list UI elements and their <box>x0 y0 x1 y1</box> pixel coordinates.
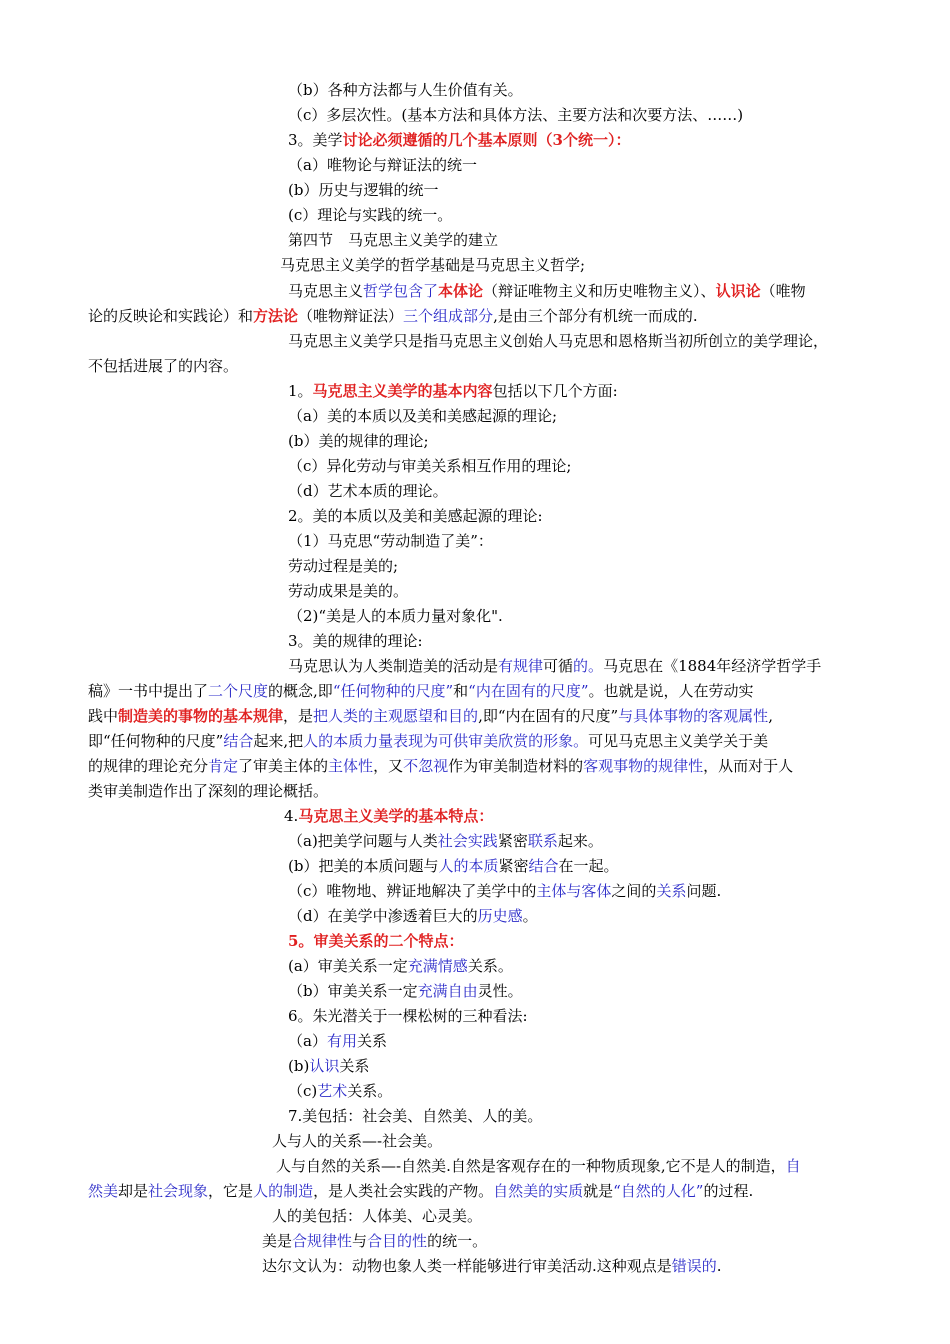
text-line <box>288 1106 542 1126</box>
line-text: 2。美的本质以及美和美感起源的理论: <box>288 507 543 525</box>
highlight-blue-text: 认识 <box>309 1057 340 1075</box>
line-text: （唯物辩证法） <box>298 307 404 325</box>
line-text: (b）美的规律的理论; <box>288 432 429 450</box>
text-line <box>288 205 452 225</box>
highlight-red-text: 讨论必须遵循的几个基本原则（3个统一）： <box>342 131 631 149</box>
highlight-red-text: 制造美的事物的基本规律 <box>118 707 284 725</box>
line-text: ，是人类社会实践的产物。 <box>313 1182 494 1200</box>
line-text: 即“任何物种的尺度” <box>88 732 224 750</box>
text-line <box>288 105 743 125</box>
highlight-blue-text: 结合 <box>223 732 254 750</box>
highlight-blue-text: 与具体事物的客观属性 <box>618 707 769 725</box>
highlight-red-text: 马克思主义美学的基本特点： <box>298 807 494 825</box>
line-text: ，它是 <box>208 1182 254 1200</box>
highlight-blue-text: 人的制造 <box>253 1182 314 1200</box>
text-line <box>288 331 828 351</box>
text-line <box>288 230 498 250</box>
highlight-blue-text: 艺术 <box>317 1082 348 1100</box>
text-line <box>272 1206 482 1226</box>
text-line <box>288 1031 387 1051</box>
line-text: 却是 <box>118 1182 149 1200</box>
line-text: ,即“内在固有的尺度” <box>478 707 619 725</box>
text-line <box>288 906 538 926</box>
line-text: 关系 <box>339 1057 370 1075</box>
highlight-red-text: 马克思主义美学的基本内容 <box>312 382 493 400</box>
highlight-blue-text: 哲学包含了 <box>363 282 439 300</box>
line-text: 之间的 <box>611 882 657 900</box>
line-text: （c）多层次性。(基本方法和具体方法、主要方法和次要方法、……) <box>288 106 744 124</box>
highlight-red-text: 本体论 <box>438 282 484 300</box>
line-text: 7.美包括：社会美、自然美、人的美。 <box>288 1107 543 1125</box>
line-text: （b）审美关系一定 <box>288 982 418 1000</box>
line-text: . <box>716 1257 722 1275</box>
text-line <box>288 481 448 501</box>
line-text: (b) <box>288 1057 310 1075</box>
line-text: 起来,把 <box>253 732 304 750</box>
text-line <box>262 1256 722 1276</box>
text-line <box>262 1231 487 1251</box>
text-line <box>288 281 806 301</box>
line-text: (c）理论与实践的统一。 <box>288 206 453 224</box>
line-text: 3。美学 <box>288 131 343 149</box>
line-text: 了审美主体的 <box>238 757 329 775</box>
highlight-blue-text: 有规律 <box>498 657 544 675</box>
text-line <box>288 456 571 476</box>
highlight-blue-text: 肯定 <box>208 757 239 775</box>
text-line <box>288 1006 528 1026</box>
highlight-blue-text: 充满自由 <box>417 982 478 1000</box>
line-text: 的概念,即 <box>268 682 333 700</box>
highlight-blue-text: 客观事物的规律性 <box>583 757 704 775</box>
highlight-blue-text: 自 <box>785 1157 801 1175</box>
text-line <box>288 506 543 526</box>
line-text: 类审美制造作出了深刻的理论概括。 <box>88 782 329 800</box>
highlight-blue-text: 联系 <box>527 832 558 850</box>
line-text: 4. <box>284 807 299 825</box>
line-text: （1）马克思“劳动制造了美”： <box>288 532 493 550</box>
line-text: （d）在美学中渗透着巨大的 <box>288 907 478 925</box>
text-line <box>288 1056 369 1076</box>
line-text: （a）唯物论与辩证法的统一 <box>288 156 477 174</box>
highlight-blue-text: “内在固有的尺度” <box>468 682 589 700</box>
line-text: 问题. <box>686 882 722 900</box>
text-line <box>288 130 631 150</box>
highlight-blue-text: 不忽视 <box>403 757 449 775</box>
text-line <box>288 1081 392 1101</box>
highlight-blue-text: 关系 <box>656 882 687 900</box>
line-text: 劳动成果是美的。 <box>288 582 409 600</box>
line-text: 3。美的规律的理论: <box>288 632 423 650</box>
line-text: 与 <box>352 1232 368 1250</box>
line-text: 劳动过程是美的; <box>288 557 399 575</box>
highlight-blue-text: 主体与客体 <box>536 882 612 900</box>
text-line <box>288 831 603 851</box>
highlight-blue-text: 有用 <box>326 1032 357 1050</box>
line-text: 人与自然的关系—-自然美.自然是客观存在的一种物质现象,它不是人的制造， <box>276 1157 786 1175</box>
highlight-blue-text: 社会现象 <box>148 1182 209 1200</box>
text-line <box>88 706 773 726</box>
line-text: 人的美包括：人体美、心灵美。 <box>272 1207 483 1225</box>
line-text: ，是 <box>283 707 314 725</box>
line-text: ,是由三个部分有机统一而成的. <box>493 307 698 325</box>
line-text: 达尔文认为：动物也象人类一样能够进行审美活动.这种观点是 <box>262 1257 672 1275</box>
line-text: 包括以下几个方面: <box>492 382 618 400</box>
text-line <box>288 881 721 901</box>
line-text: 。也就是说，人在劳动实 <box>588 682 754 700</box>
line-text: (a）审美关系一定 <box>288 957 408 975</box>
line-text: 美是 <box>262 1232 293 1250</box>
line-text: 马克思主义 <box>288 282 364 300</box>
line-text: 关系。 <box>347 1082 393 1100</box>
text-line <box>88 306 698 326</box>
highlight-red-text: 5。 <box>288 932 314 950</box>
line-text: 的规律的理论充分 <box>88 757 209 775</box>
line-text: 紧密 <box>497 832 528 850</box>
line-text: 就是 <box>583 1182 614 1200</box>
highlight-blue-text: 充满情感 <box>407 957 468 975</box>
highlight-blue-text: 把人类的主观愿望和目的 <box>313 707 479 725</box>
text-line <box>288 981 523 1001</box>
text-line <box>88 756 793 776</box>
text-line <box>288 406 557 426</box>
line-text: , <box>768 707 773 725</box>
line-text: 和 <box>453 682 469 700</box>
line-text: (b）历史与逻辑的统一 <box>288 181 439 199</box>
line-text: 。 <box>522 907 538 925</box>
highlight-blue-text: 社会实践 <box>437 832 498 850</box>
line-text: （a)把美学问题与人类 <box>288 832 438 850</box>
text-line <box>288 80 523 100</box>
line-text: 可见马克思主义美学关于美 <box>588 732 769 750</box>
line-text: （c）异化劳动与审美关系相互作用的理论; <box>288 457 572 475</box>
line-text: （a） <box>288 1032 327 1050</box>
highlight-blue-text: “自然的人化” <box>613 1182 704 1200</box>
line-text: 践中 <box>88 707 119 725</box>
text-line <box>288 856 619 876</box>
line-text: （c) <box>288 1082 318 1100</box>
highlight-blue-text: 合目的性 <box>367 1232 428 1250</box>
line-text: 关系。 <box>467 957 513 975</box>
line-text: 关系 <box>356 1032 387 1050</box>
line-text: 第四节 马克思主义美学的建立 <box>288 231 499 249</box>
line-text: 可循 <box>543 657 574 675</box>
line-text: （2)“美是人的本质力量对象化". <box>288 607 503 625</box>
line-text: （b）各种方法都与人生价值有关。 <box>288 81 523 99</box>
text-line <box>88 681 754 701</box>
text-line <box>288 556 398 576</box>
line-text: 不包括进展了的内容。 <box>88 357 239 375</box>
highlight-blue-text: 二个尺度 <box>208 682 269 700</box>
highlight-blue-text: 三个组成部分 <box>403 307 494 325</box>
highlight-blue-text: 结合 <box>528 857 559 875</box>
line-text: 起来。 <box>557 832 603 850</box>
line-text: (b）把美的本质问题与 <box>288 857 439 875</box>
line-text: 马克思认为人类制造美的活动是 <box>288 657 499 675</box>
text-line <box>288 531 493 551</box>
line-text: 作为审美制造材料的 <box>448 757 584 775</box>
text-line <box>288 180 438 200</box>
line-text: 人与人的关系—-社会美。 <box>272 1132 443 1150</box>
line-text: 的过程. <box>703 1182 754 1200</box>
line-text: 灵性。 <box>477 982 523 1000</box>
text-line <box>276 1156 801 1176</box>
highlight-blue-text: 然美 <box>88 1182 119 1200</box>
line-text: （a）美的本质以及美和美感起源的理论; <box>288 407 557 425</box>
text-line <box>288 581 408 601</box>
text-line <box>88 1181 753 1201</box>
text-line <box>288 631 423 651</box>
line-text: 在一起。 <box>558 857 619 875</box>
line-text: 马克思主义美学只是指马克思主义创始人马克思和恩格斯当初所创立的美学理论， <box>288 332 829 350</box>
line-text: 马克思主义美学的哲学基础是马克思主义哲学; <box>280 256 586 274</box>
line-text: 马克思在《1884年经济学哲学手 <box>603 657 822 675</box>
text-line <box>280 255 585 275</box>
highlight-blue-text: 主体性 <box>328 757 374 775</box>
highlight-blue-text: 合规律性 <box>292 1232 353 1250</box>
text-line <box>288 431 429 451</box>
line-text: （唯物 <box>760 282 806 300</box>
text-line <box>288 956 513 976</box>
highlight-blue-text: 的。 <box>573 657 604 675</box>
highlight-blue-text: 人的本质 <box>438 857 499 875</box>
line-text: （d）艺术本质的理论。 <box>288 482 448 500</box>
line-text: （辩证唯物主义和历史唯物主义）、 <box>483 282 716 300</box>
text-line <box>288 656 821 676</box>
text-line <box>288 931 463 951</box>
line-text: 1。 <box>288 382 313 400</box>
highlight-blue-text: 历史感 <box>477 907 523 925</box>
text-line <box>288 381 618 401</box>
text-line <box>88 356 238 376</box>
text-line <box>88 781 328 801</box>
line-text: 的统一。 <box>427 1232 488 1250</box>
highlight-blue-text: 人的本质力量表现为可供审美欣赏的形象。 <box>303 732 589 750</box>
text-line <box>272 1131 442 1151</box>
highlight-blue-text: 错误的 <box>671 1257 717 1275</box>
line-text: 论的反映论和实践论）和 <box>88 307 254 325</box>
text-line <box>88 731 768 751</box>
highlight-red-text: 审美关系的二个特点： <box>313 932 464 950</box>
highlight-red-text: 方法论 <box>253 307 299 325</box>
text-line <box>284 806 493 826</box>
line-text: 稿》一书中提出了 <box>88 682 209 700</box>
line-text: ，又 <box>373 757 404 775</box>
line-text: ，从而对于人 <box>703 757 794 775</box>
text-line <box>288 155 477 175</box>
highlight-red-text: 认识论 <box>715 282 761 300</box>
line-text: （c）唯物地、辨证地解决了美学中的 <box>288 882 537 900</box>
text-line <box>288 606 503 626</box>
highlight-blue-text: 自然美的实质 <box>493 1182 584 1200</box>
line-text: 紧密 <box>498 857 529 875</box>
line-text: 6。朱光潜关于一棵松树的三种看法: <box>288 1007 528 1025</box>
highlight-blue-text: “任何物种的尺度” <box>332 682 454 700</box>
